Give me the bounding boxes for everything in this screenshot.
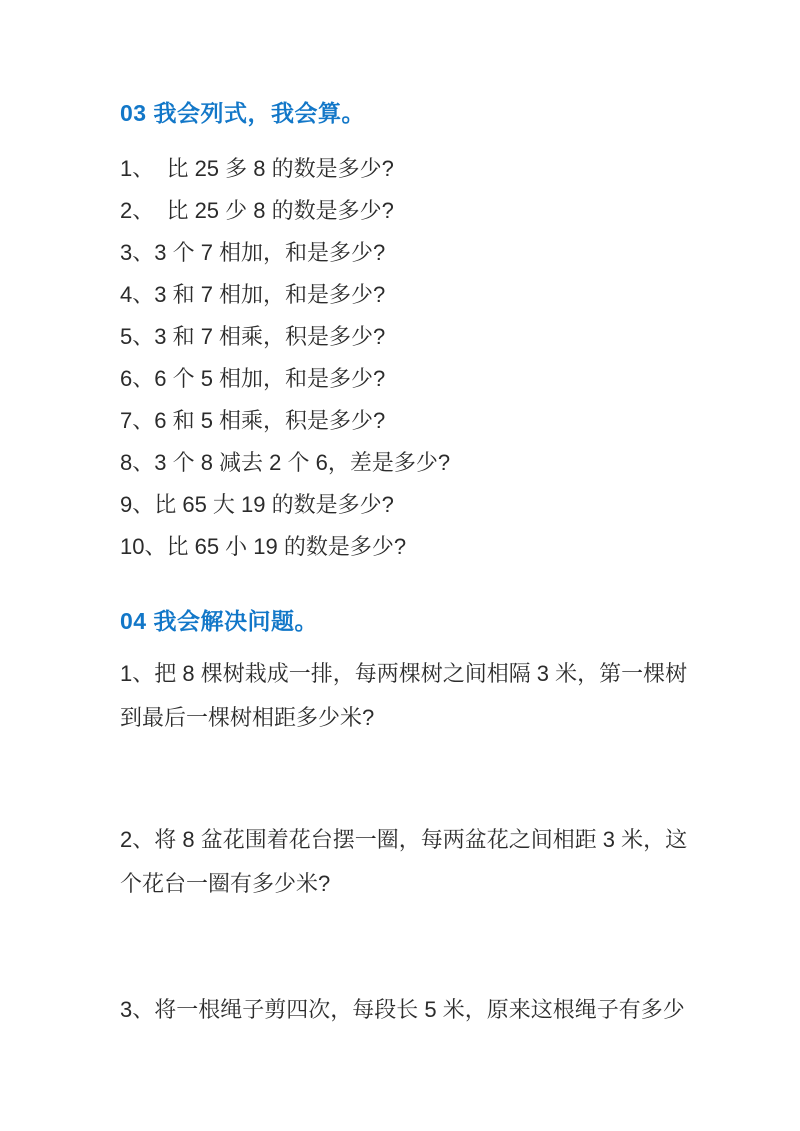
problem-item: 5、3 和 7 相乘，积是多少? <box>120 324 386 349</box>
problem-item: 10、比 65 小 19 的数是多少? <box>120 534 407 559</box>
section-03-title: 03 我会列式，我会算。 <box>120 100 365 126</box>
problem-item: 7、6 和 5 相乘，积是多少? <box>120 408 386 433</box>
problem-item: 2、 比 25 少 8 的数是多少? <box>120 198 394 223</box>
section-04-problem-list <box>120 652 690 1032</box>
problem-item: 4、3 和 7 相加，和是多少? <box>120 282 386 307</box>
worksheet-content <box>120 100 690 1032</box>
word-problem <box>120 652 690 740</box>
problem-item: 3、3 个 7 相加，和是多少? <box>120 240 386 265</box>
word-problem-line: 3、将一根绳子剪四次，每段长 5 米，原来这根绳子有多少 <box>120 997 685 1022</box>
word-problem <box>120 988 690 1032</box>
problem-item: 1、 比 25 多 8 的数是多少? <box>120 156 394 181</box>
word-problem-line: 1、把 8 棵树栽成一排，每两棵树之间相隔 3 米，第一棵树 <box>120 661 688 686</box>
problem-item: 6、6 个 5 相加，和是多少? <box>120 366 386 391</box>
section-04-title: 04 我会解决问题。 <box>120 608 318 634</box>
section-03-problem-list <box>120 148 690 568</box>
word-problem-line: 个花台一圈有多少米? <box>120 871 331 896</box>
problem-item: 9、比 65 大 19 的数是多少? <box>120 492 394 517</box>
word-problem <box>120 818 690 906</box>
word-problem-line: 到最后一棵树相距多少米? <box>120 705 375 730</box>
word-problem-line: 2、将 8 盆花围着花台摆一圈，每两盆花之间相距 3 米，这 <box>120 827 688 852</box>
problem-item: 8、3 个 8 减去 2 个 6，差是多少? <box>120 450 451 475</box>
